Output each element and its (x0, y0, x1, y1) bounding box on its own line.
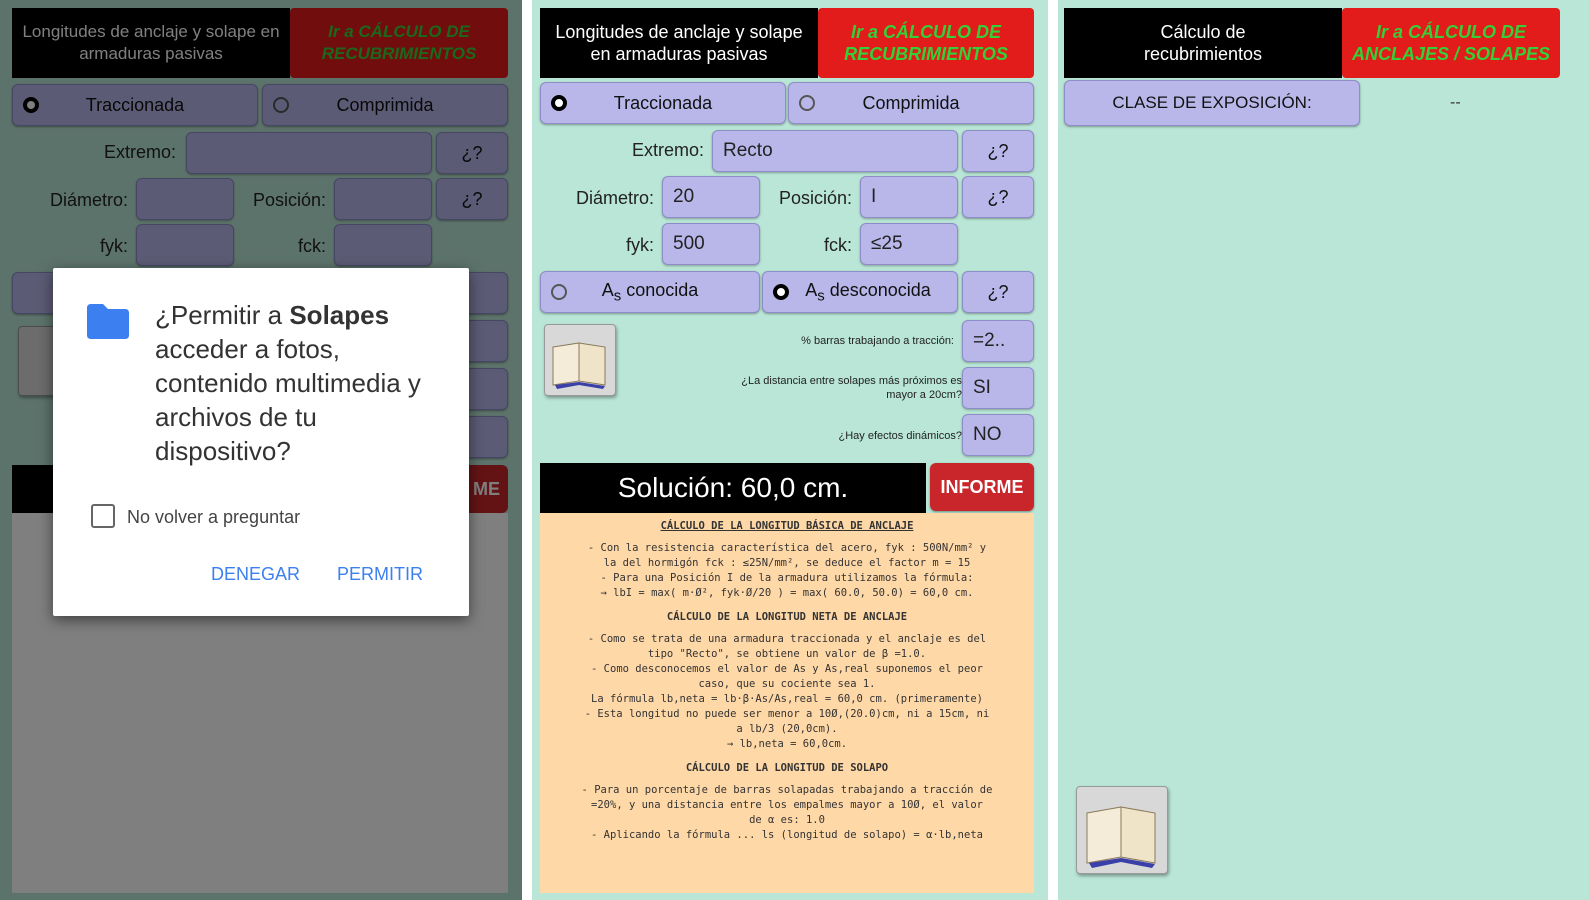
dont-ask-label: No volver a preguntar (127, 507, 301, 527)
report-line: - Esta longitud no puede ser menor a 10Ø,(20.0)cm, ni a 15cm, ni (584, 708, 990, 720)
radio-comprimida-label: Comprimida (862, 92, 960, 113)
book-icon[interactable] (544, 324, 616, 396)
posicion-field[interactable]: I (860, 176, 958, 218)
radio-selected-icon (551, 95, 567, 111)
extremo-select[interactable]: Recto (712, 130, 958, 172)
dialog-text-post: acceder a fotos, contenido multimedia y archivos de tu dispositivo? (155, 334, 421, 466)
report-line: → lb,neta = 60,0cm. (726, 738, 848, 750)
radio-unselected-icon (799, 95, 815, 111)
go-to-anclajes-button[interactable]: Ir a CÁLCULO DE ANCLAJES / SOLAPES (1342, 8, 1560, 78)
app-header (1064, 8, 1564, 78)
open-book-icon (1077, 787, 1167, 873)
solution-label: Solución: 60,0 cm. (540, 463, 926, 513)
dialog-app-name: Solapes (289, 300, 390, 330)
radio-selected-icon (773, 284, 789, 300)
report-line: - Aplicando la fórmula ... ls (longitud de solapo) = α·lb,neta (591, 829, 983, 841)
screen-permission-dialog (0, 0, 522, 900)
screen-recubrimientos (1058, 0, 1589, 900)
exposure-class-button[interactable]: CLASE DE EXPOSICIÓN: (1064, 80, 1360, 126)
report-line: - Como desconocemos el valor de As y As,real suponemos el peor (591, 663, 983, 675)
permission-dialog (53, 268, 469, 616)
report-line: → lbI = max( m·Ø², fyk·Ø/20 ) = max( 60.0, 50.0) = 60,0 cm. (600, 587, 974, 599)
app-header (540, 8, 1034, 78)
diametro-field[interactable]: 20 (662, 176, 760, 218)
radio-traccionada-label: Traccionada (613, 92, 713, 113)
fyk-field[interactable]: 500 (662, 223, 760, 265)
report-text[interactable] (540, 513, 1034, 893)
radio-as-desconocida[interactable] (762, 271, 958, 313)
posicion-label: Posición: (778, 188, 852, 208)
as-conocida-label (602, 280, 699, 305)
divider (1048, 0, 1058, 900)
fck-field[interactable]: ≤25 (860, 223, 958, 265)
as-symbol: A (601, 279, 614, 300)
help-posicion-button[interactable]: ¿? (962, 176, 1034, 218)
report-heading-3: CÁLCULO DE LA LONGITUD DE SOLAPO (685, 762, 889, 774)
as-subscript: s (817, 287, 825, 305)
screen-anchorage-calc (532, 0, 1048, 900)
header-title: Longitudes de anclaje y solape en armaduras pasivas (540, 8, 818, 78)
fck-label: fck: (823, 235, 852, 255)
dont-ask-checkbox[interactable] (91, 504, 115, 528)
radio-traccionada[interactable] (540, 82, 786, 124)
report-line: caso, que su cociente sea 1. (698, 678, 876, 690)
report-line: la del hormigón fck : ≤25N/mm², se deduce el factor m = 15 (603, 557, 971, 569)
as-symbol: A (805, 279, 818, 300)
open-book-icon (545, 325, 615, 395)
dyn-field[interactable]: NO (962, 414, 1034, 456)
informe-button[interactable]: INFORME (930, 463, 1034, 511)
as-conocida-text: conocida (626, 279, 699, 300)
header-title: Cálculo de recubrimientos (1064, 8, 1342, 78)
report-line: - Con la resistencia característica del acero, fyk : 500N/mm² y (587, 542, 987, 554)
exposure-class-value: -- (1450, 94, 1461, 111)
divider (522, 0, 532, 900)
help-extremo-button[interactable]: ¿? (962, 130, 1034, 172)
folder-icon (85, 302, 131, 340)
report-line: de α es: 1.0 (749, 814, 825, 826)
dialog-text-pre: ¿Permitir a (155, 300, 290, 330)
report-line: tipo "Recto", se obtiene un valor de β =1.0. (647, 648, 927, 660)
report-line: - Para un porcentaje de barras solapadas trabajando a tracción de (581, 784, 993, 796)
dist-label: ¿La distancia entre solapes más próximos es mayor a 20cm? (741, 375, 962, 401)
report-line: - Como se trata de una armadura traccionada y el anclaje es del (587, 633, 987, 645)
report-line: La fórmula lb,neta = lb·β·As/As,real = 60,0 cm. (primeramente) (591, 693, 983, 705)
pct-label: % barras trabajando a tracción: (801, 335, 954, 347)
go-to-recubrimientos-button[interactable]: Ir a CÁLCULO DE RECUBRIMIENTOS (818, 8, 1034, 78)
book-icon[interactable] (1076, 786, 1168, 874)
report-line: a lb/3 (20,0cm). (736, 723, 838, 735)
fyk-label: fyk: (625, 235, 654, 255)
dyn-label: ¿Hay efectos dinámicos? (838, 430, 962, 442)
extremo-label: Extremo: (631, 140, 704, 160)
radio-as-conocida[interactable] (540, 271, 760, 313)
pct-field[interactable]: =2.. (962, 320, 1034, 362)
as-desconocida-text: desconocida (829, 279, 931, 300)
help-as-button[interactable]: ¿? (962, 271, 1034, 313)
report-heading-2: CÁLCULO DE LA LONGITUD NETA DE ANCLAJE (666, 611, 908, 623)
report-line: =20%, y una distancia entre los empalmes mayor a 10Ø, el valor (591, 799, 983, 811)
as-subscript: s (613, 287, 622, 305)
allow-button[interactable]: PERMITIR (337, 564, 424, 584)
radio-comprimida[interactable] (788, 82, 1034, 124)
radio-unselected-icon (551, 284, 567, 300)
dist-field[interactable]: SI (962, 367, 1034, 409)
report-heading-1: CÁLCULO DE LA LONGITUD BÁSICA DE ANCLAJE (660, 520, 914, 532)
diametro-label: Diámetro: (575, 188, 654, 208)
report-line: - Para una Posición I de la armadura utilizamos la fórmula: (600, 572, 974, 584)
as-desconocida-label (789, 280, 931, 305)
deny-button[interactable]: DENEGAR (211, 564, 301, 584)
dialog-message (155, 298, 451, 468)
